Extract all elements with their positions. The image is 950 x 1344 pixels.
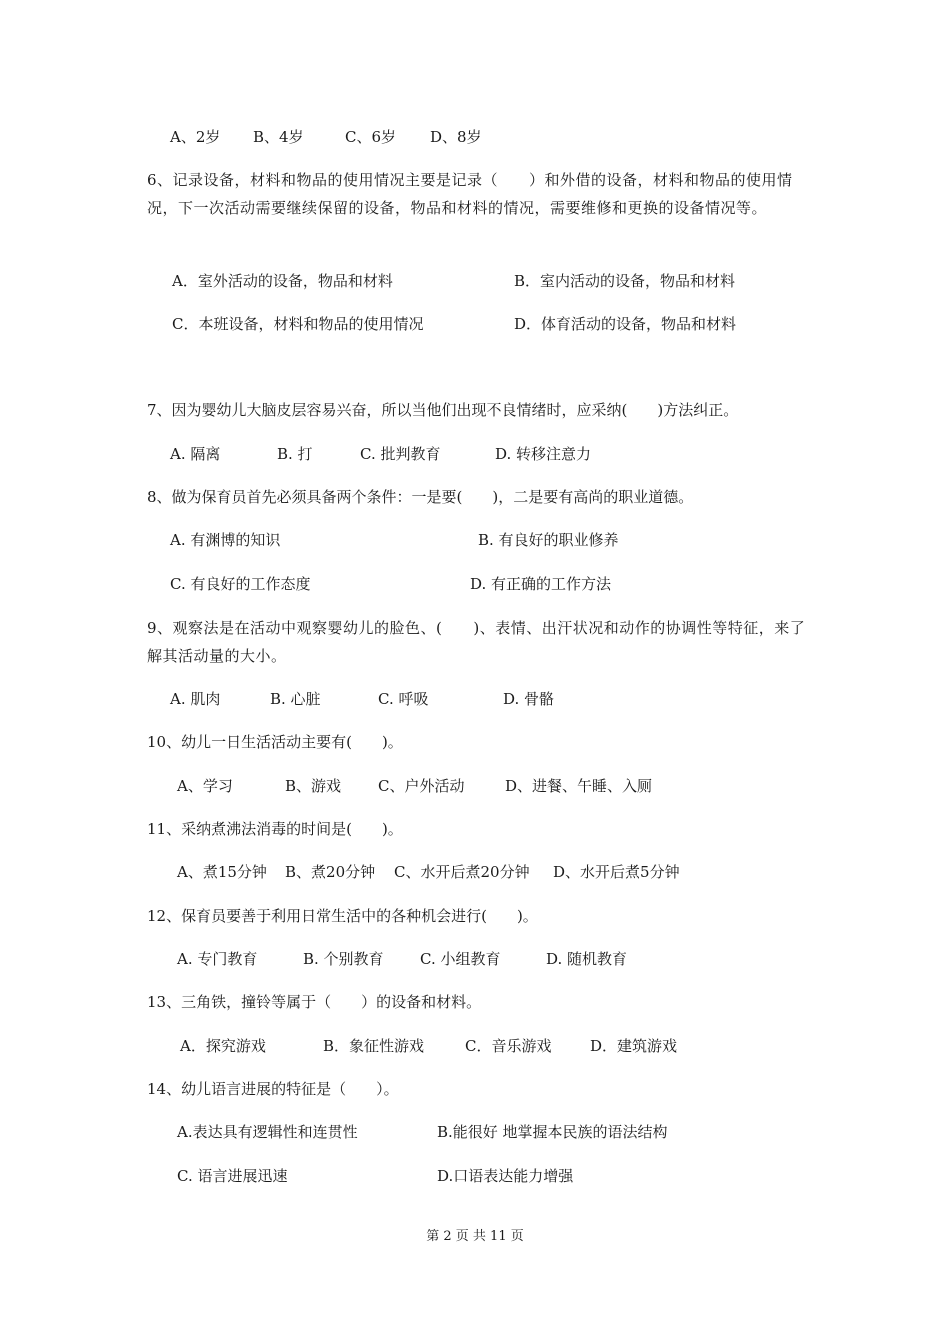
page-number-footer: 第 2 页 共 11 页 — [426, 1229, 524, 1244]
q9-option-d: D. 骨骼 — [503, 690, 555, 708]
q14-option-d: D.口语表达能力增强 — [437, 1167, 574, 1185]
q8-option-c: C. 有良好的工作态度 — [170, 575, 311, 593]
q12-option-d: D. 随机教育 — [546, 950, 628, 968]
q7-option-b: B. 打 — [277, 445, 313, 463]
q9-option-a: A. 肌肉 — [170, 690, 221, 708]
q5-option-b: B、4岁 — [253, 128, 304, 146]
q11-option-c: C、水开后煮20分钟 — [394, 863, 530, 881]
q10-option-d: D、进餐、午睡、入厕 — [505, 777, 653, 795]
q8-option-b: B. 有良好的职业修养 — [478, 531, 619, 549]
question-6-stem: 6、记录设备，材料和物品的使用情况主要是记录（ ）和外借的设备，材料和物品的使用情况，下一次活动需要继续保留的设备，物品和材料的情况，需要维修和更换的设备情况等。 — [147, 171, 793, 217]
q7-option-d: D. 转移注意力 — [495, 445, 592, 463]
question-7-stem: 7、因为婴幼儿大脑皮层容易兴奋，所以当他们出现不良情绪时，应采纳( )方法纠正。 — [147, 401, 739, 419]
q6-option-c: C．本班设备，材料和物品的使用情况 — [172, 315, 424, 333]
q10-option-c: C、户外活动 — [378, 777, 465, 795]
q13-option-b: B．象征性游戏 — [323, 1037, 425, 1055]
q12-option-b: B. 个别教育 — [303, 950, 384, 968]
q12-option-c: C. 小组教育 — [420, 950, 501, 968]
q7-option-c: C. 批判教育 — [360, 445, 441, 463]
question-11-stem: 11、采纳煮沸法消毒的时间是( )。 — [147, 820, 403, 838]
question-9-stem: 9、观察法是在活动中观察婴幼儿的脸色、( )、表情、出汗状况和动作的协调性等特征，来了解其活动量的大小。 — [147, 619, 806, 665]
q5-option-d: D、8岁 — [430, 128, 482, 146]
q9-option-b: B. 心脏 — [270, 690, 321, 708]
q9-option-c: C. 呼吸 — [378, 690, 429, 708]
question-13-stem: 13、三角铁，撞铃等属于（ ）的设备和材料。 — [147, 993, 482, 1011]
q8-option-a: A. 有渊博的知识 — [170, 531, 281, 549]
q6-option-a: A．室外活动的设备，物品和材料 — [172, 272, 393, 290]
q11-option-d: D、水开后煮5分钟 — [553, 863, 680, 881]
q13-option-a: A．探究游戏 — [180, 1037, 266, 1055]
q6-option-d: D．体育活动的设备，物品和材料 — [514, 315, 737, 333]
q14-option-c: C. 语言进展迅速 — [177, 1167, 288, 1185]
q5-option-a: A、2岁 — [170, 128, 221, 146]
question-12-stem: 12、保育员要善于利用日常生活中的各种机会进行( )。 — [147, 907, 538, 925]
q13-option-d: D．建筑游戏 — [590, 1037, 678, 1055]
q7-option-a: A. 隔离 — [170, 445, 221, 463]
q10-option-a: A、学习 — [177, 777, 233, 795]
q5-option-c: C、6岁 — [345, 128, 397, 146]
q8-option-d: D. 有正确的工作方法 — [470, 575, 612, 593]
question-14-stem: 14、幼儿语言进展的特征是（ ）。 — [147, 1080, 399, 1098]
q11-option-b: B、煮20分钟 — [285, 863, 376, 881]
q6-option-b: B．室内活动的设备，物品和材料 — [514, 272, 736, 290]
q14-option-b: B.能很好 地掌握本民族的语法结构 — [437, 1123, 668, 1141]
q13-option-c: C．音乐游戏 — [465, 1037, 552, 1055]
q12-option-a: A. 专门教育 — [177, 950, 258, 968]
question-10-stem: 10、幼儿一日生活活动主要有( )。 — [147, 733, 403, 751]
q11-option-a: A、煮15分钟 — [177, 863, 267, 881]
q14-option-a: A.表达具有逻辑性和连贯性 — [177, 1123, 358, 1141]
q10-option-b: B、游戏 — [285, 777, 342, 795]
question-8-stem: 8、做为保育员首先必须具备两个条件：一是要( )，二是要有高尚的职业道德。 — [147, 488, 694, 506]
